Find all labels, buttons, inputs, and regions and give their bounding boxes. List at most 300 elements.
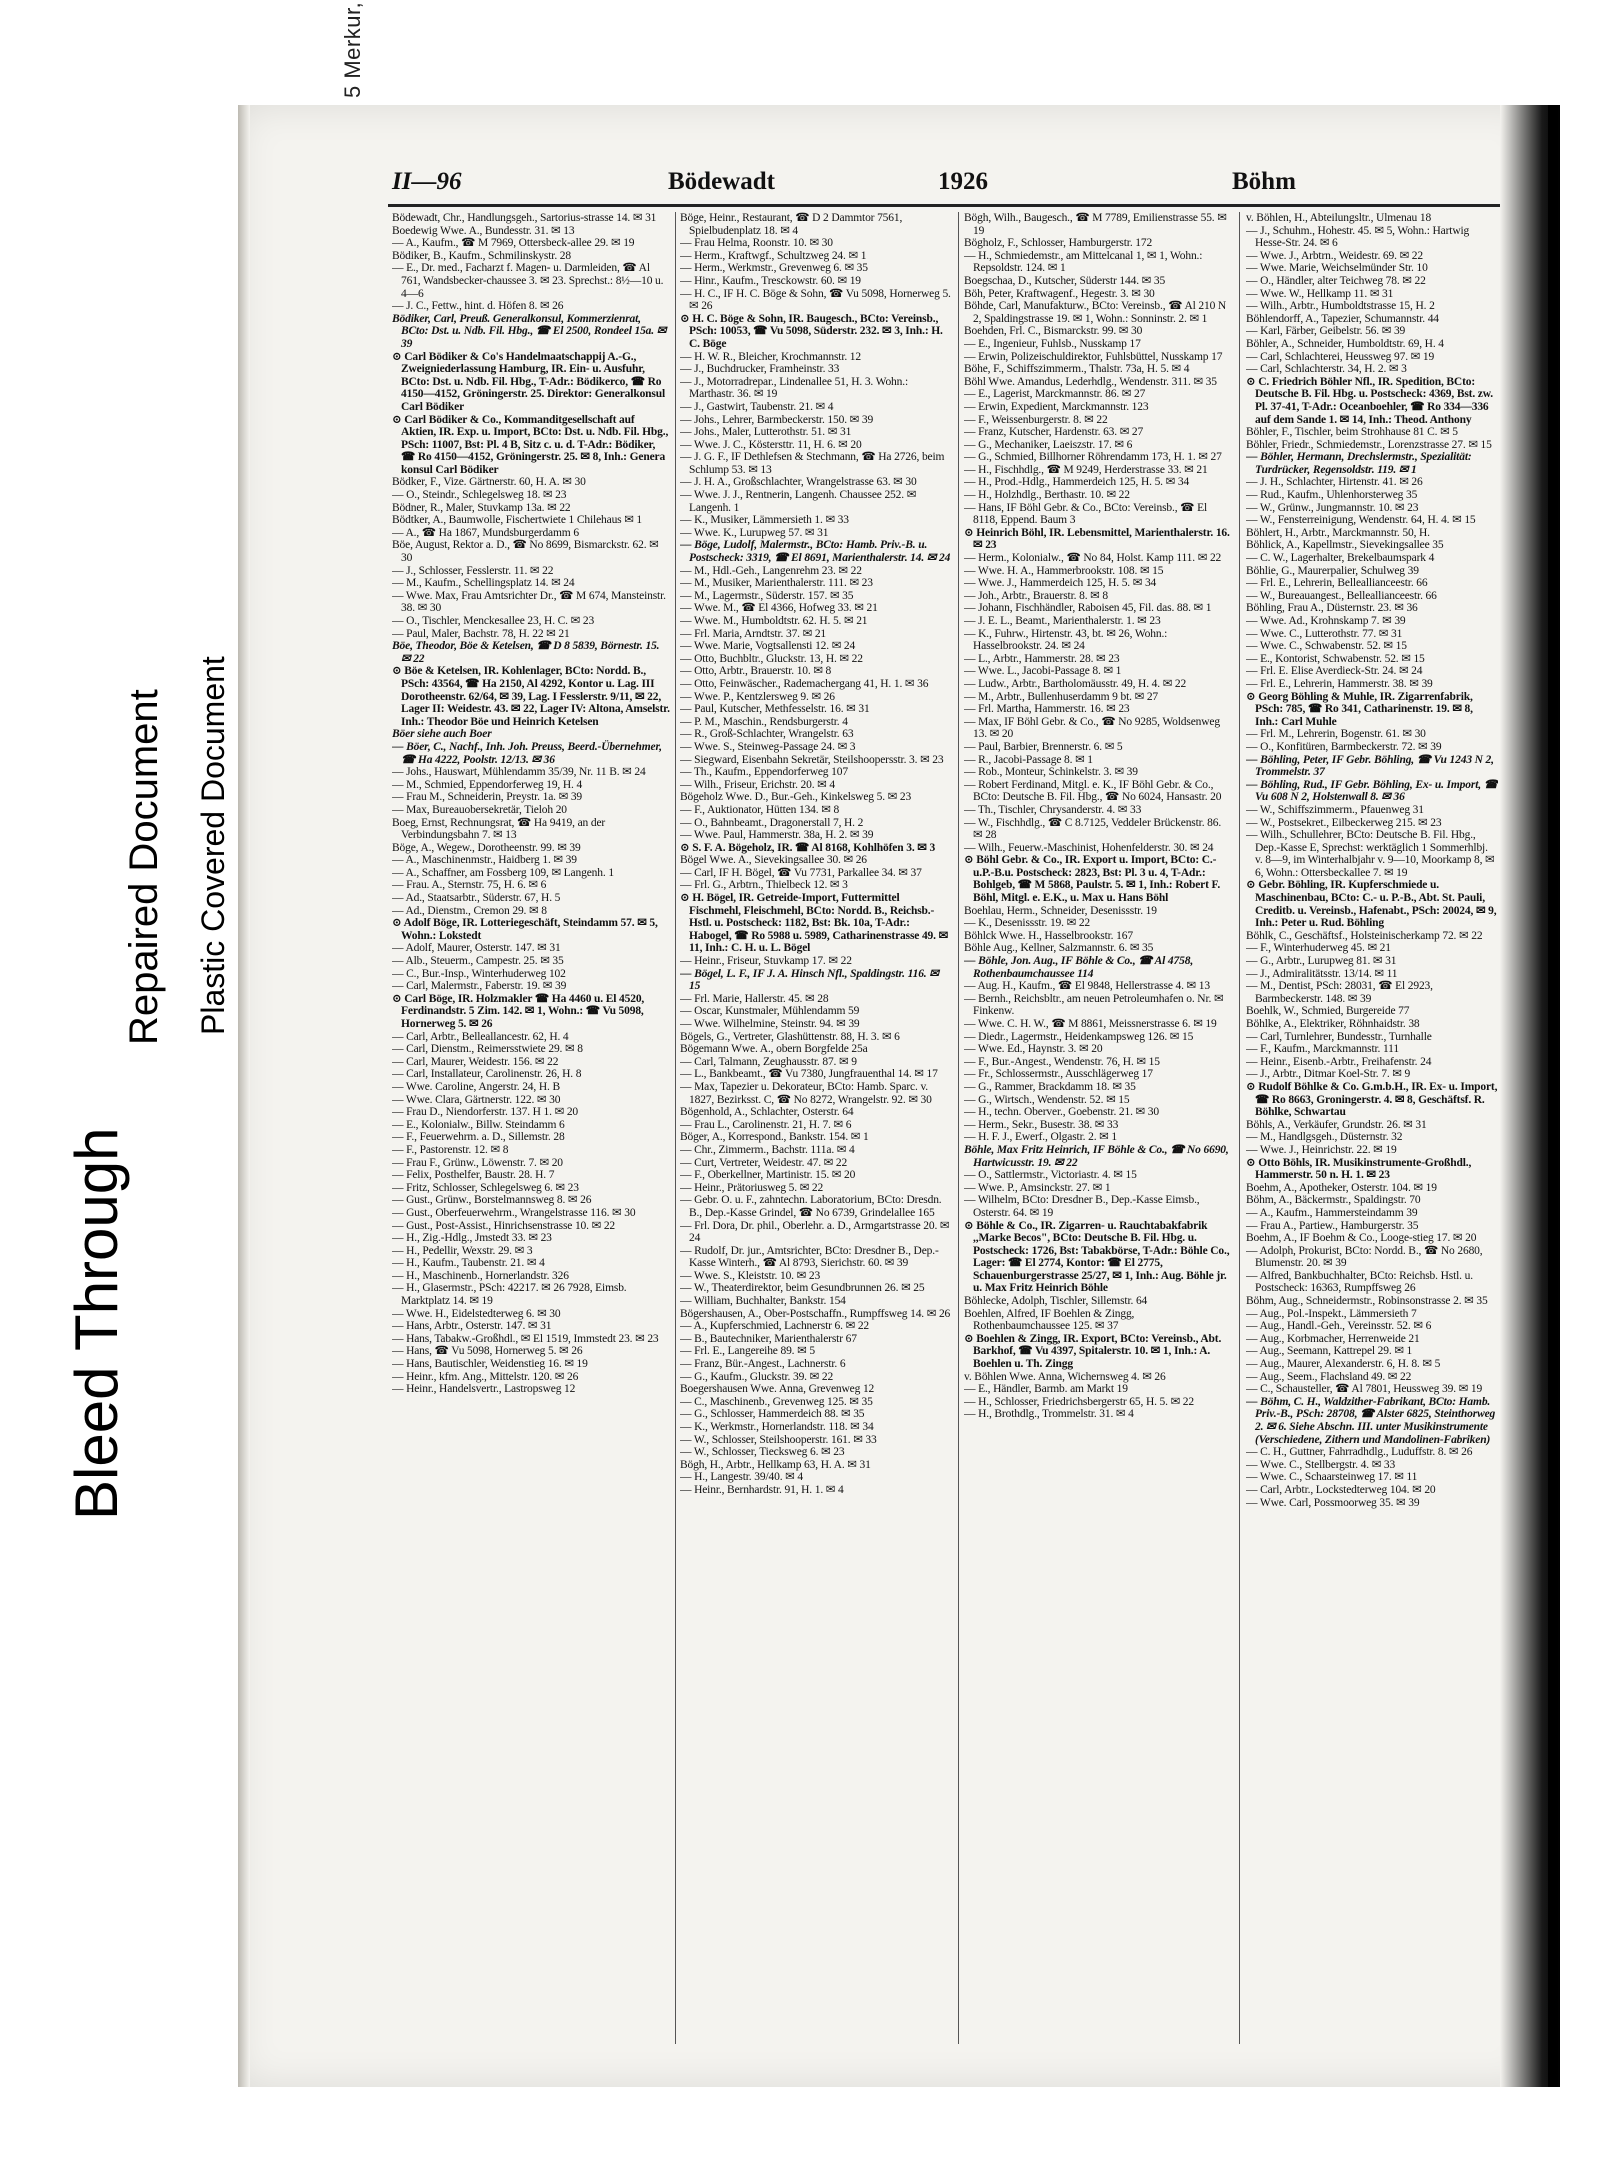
directory-entry: — M., Handlgsgeh., Düsternstr. 32 [1246,1131,1403,1144]
directory-entry: — Böer, C., Nachf., Inh. Joh. Preuss, Beerd.-Übernehmer, ☎ Ha 4222, Poolstr. 12/13. ✉ 36 [392,740,662,766]
directory-entry: Böhm, A., Bäckermstr., Spaldingstr. 70 [1246,1194,1421,1207]
directory-entry: Böhle, Max Fritz Heinrich, IF Böhle & Co., ☎ No 6690, Hartwicusstr. 19. ✉ 22 [964,1143,1229,1169]
directory-entry: — Frau Helma, Roonstr. 10. ✉ 30 [680,237,833,250]
directory-entry: — G., Arbtr., Lurupweg 81. ✉ 31 [1246,955,1397,968]
directory-entry: — H. C., IF H. C. Böge & Sohn, ☎ Vu 5098, Hornerweg 5. ✉ 26 [680,287,951,313]
directory-entry: — Carl, Maurer, Weidestr. 156. ✉ 22 [392,1055,559,1068]
directory-entry: — Aug., Maurer, Alexanderstr. 6, H. 8. ✉ 5 [1246,1358,1441,1371]
directory-entry: — Carl, Arbtr., Lockstedterweg 104. ✉ 20 [1246,1483,1436,1496]
directory-entry: — Wwe. S., Kleiststr. 10. ✉ 23 [680,1269,821,1282]
directory-entry: — Heinr., Prätoriusweg 5. ✉ 22 [680,1181,824,1194]
directory-entry: — L., Arbtr., Hammerstr. 28. ✉ 23 [964,652,1120,665]
directory-entry: — A., Maschinenmstr., Haidberg 1. ✉ 39 [392,854,577,867]
directory-entry: Böger, A., Korrespond., Bankstr. 154. ✉ 1 [680,1131,869,1144]
directory-entry: — Herm., Kraftwgf., Schultzweg 24. ✉ 1 [680,249,867,262]
directory-entry: — Wwe. M., Humboldtstr. 62. H. 5. ✉ 21 [680,615,868,627]
directory-entry: — F., Pastorenstr. 12. ✉ 8 [392,1143,509,1156]
directory-entry: — R., Groß-Schlachter, Wrangelstr. 63 [680,728,854,741]
directory-entry: — Frl. M., Lehrerin, Bogenstr. 61. ✉ 30 [1246,728,1426,741]
directory-entry: — Felix, Posthelfer, Baustr. 28. H. 7 [392,1169,555,1182]
directory-entry: Böhlendorff, A., Tapezier, Schumannstr. 44 [1246,312,1439,325]
directory-entry: — Wwe. Marie, Vogtsallensti 12. ✉ 24 [680,640,856,653]
directory-entry: — H. F. J., Ewerf., Olgastr. 2. ✉ 1 [964,1131,1117,1144]
directory-entry: Bödtker, A., Baumwolle, Fischertwiete 1 Chilehaus ✉ 1 [392,514,643,527]
directory-entry: — W., Fischhdlg., ☎ C 8.7125, Veddeler Brückenstr. 86. ✉ 28 [964,816,1222,842]
directory-entry: — Carl, IF H. Bögel, ☎ Vu 7731, Parkallee 34. ✉ 37 [680,866,922,879]
directory-entry: — Wwe. M., ☎ El 4366, Hofweg 33. ✉ 21 [680,602,878,615]
directory-entry: — Frl. E., Lehrerin, Belleallianceestr. 66 [1246,577,1428,590]
header-rule [388,204,1500,207]
directory-entry: Bödiker, Carl, Preuß. Generalkonsul, Kommerzienrat, BCto: Dst. u. Ndb. Fil. Hbg., ☎ El 2500, Rondeel 15a. ✉ 39 [392,312,667,350]
plastic-covered-label: Plastic Covered Document [195,656,231,1035]
directory-entry: — Frl. E., Lehrerin, Hammerstr. 38. ✉ 39 [1246,677,1433,690]
directory-entry: — Aug., Korbmacher, Herrenweide 21 [1246,1332,1420,1345]
directory-entry: — H., Zig.-Hdlg., Jmstedt 33. ✉ 23 [392,1232,552,1245]
directory-entry: Bögh, H., Arbtr., Hellkamp 63, H. A. ✉ 31 [680,1458,871,1471]
directory-entry: — G., Schmied, Billhorner Röhrendamm 173, H. 1. ✉ 27 [964,451,1222,464]
directory-entry: — Heinr., Friseur, Stuvkamp 17. ✉ 22 [680,955,852,968]
directory-entry: — Wwe. P., Kentzlersweg 9. ✉ 26 [680,690,835,703]
directory-entry: — M., Musiker, Marienthalerstr. 111. ✉ 23 [680,577,873,590]
directory-entry: ⊙ Carl Bödiker & Co., Kommanditgesellschaft auf Aktien, IR. Exp. u. Import, BCto: Dst. u. Ndb. Fil. Hbg., PSch: 11007, Bst: Pl. 4 B, Sitz c. u. d. T-Adr.: Bödiker, ☎ Ro 4150—4152, Gröningerstr. 25. ✉ 8, Inh.: Genera konsul Carl Bödiker [392,413,669,476]
directory-entry: — Wwe. Carl, Possmoorweg 35. ✉ 39 [1246,1496,1420,1509]
directory-entry: — B., Bautechniker, Marienthalerstr 67 [680,1332,857,1345]
directory-entry: Bödiker, B., Kaufm., Schmilinskystr. 28 [392,249,571,262]
directory-entry: — W., Grünw., Jungmannstr. 10. ✉ 23 [1246,501,1419,514]
directory-entry: — Alb., Steuerm., Campestr. 25. ✉ 35 [392,955,564,968]
page-number: II—96 [392,168,462,195]
directory-entry: Böhlck Wwe. H., Hasselbrookstr. 167 [964,929,1133,942]
directory-entry: — Max, IF Böhl Gebr. & Co., ☎ No 9285, Woldsenweg 13. ✉ 20 [964,715,1220,741]
directory-entry: — J., Gastwirt, Taubenstr. 21. ✉ 4 [680,400,834,413]
directory-entry: Boehden, Frl. C., Bismarckstr. 99. ✉ 30 [964,325,1143,338]
directory-entry: — F., Kaufm., Marckmannstr. 111 [1246,1043,1399,1056]
directory-entry: Böhde, Carl, Manufakturw., BCto: Vereinsb., ☎ Al 210 N 2, Spaldingstrasse 19. ✉ 1, Wohn.: Sonninstr. 2. ✉ 1 [964,300,1227,325]
directory-entry: Böhlk, C., Geschäftsf., Holsteinischerkamp 72. ✉ 22 [1246,929,1483,942]
directory-entry: — Curt, Vertreter, Weidestr. 47. ✉ 22 [680,1156,848,1169]
directory-entry: — F., Winterhuderweg 45. ✉ 21 [1246,942,1391,955]
directory-entry: — Johann, Fischhändler, Raboisen 45, Fil. das. 88. ✉ 1 [964,602,1212,615]
directory-entry: — Franz, Kutscher, Hardenstr. 63. ✉ 27 [964,426,1144,439]
directory-entry: ⊙ Adolf Böge, IR. Lotteriegeschäft, Steindamm 57. ✉ 5, Wohn.: Lokstedt [392,917,658,942]
directory-entry: ⊙ Georg Böhling & Muhle, IR. Zigarrenfabrik, PSch: 785, ☎ Ro 341, Catharinenstr. 19. ✉ 8, Inh.: Carl Muhle [1246,690,1473,728]
directory-entry: — G., Schlosser, Hammerdeich 88. ✉ 35 [680,1408,865,1421]
directory-entry: ⊙ Böhl Gebr. & Co., IR. Export u. Import, BCto: C.-u.P.-B.u. Postscheck: 2823, Bst: Pl. 3 u. 4, T-Adr.: Bohlgeb, ☎ M 5868, Paulstr. 5. ✉ 1, Inh.: Robert F. Böhl, Mitgl. e. E.K., u. Max u. Hans Böhl [964,854,1221,905]
directory-entry: — Max, Tapezier u. Dekorateur, BCto: Hamb. Sparc. v. 1827, Bezirksst. C, ☎ No 8272, Wrangelstr. 92. ✉ 30 [680,1080,932,1106]
directory-entry: — Carl, Schlachterstr. 34, H. 2. ✉ 3 [1246,363,1407,376]
directory-entry: — J., Arbtr., Ditmar Koel-Str. 7. ✉ 9 [1246,1068,1411,1081]
directory-entry: — H., Maschinenb., Hornerlandstr. 326 [392,1269,569,1282]
directory-entry: Böge, A., Wegew., Dorotheenstr. 99. ✉ 39 [392,841,581,854]
directory-entry: — Bernh., Reichsbltr., am neuen Petroleumhafen o. Nr. ✉ Finkenw. [964,992,1224,1018]
directory-entry: — H., Glasermstr., PSch: 42217. ✉ 26 7928, Eimsb. Marktplatz 14. ✉ 19 [392,1282,627,1308]
directory-entry: — Diedr., Lagermstr., Heidenkampsweg 126. ✉ 15 [964,1030,1194,1043]
directory-entry: — Rudolf, Dr. jur., Amtsrichter, BCto: Dresdner B., Dep.-Kasse Winterh., ☎ Al 8793, Sierichstr. 60. ✉ 39 [680,1244,939,1270]
directory-entry: — M., Arbtr., Bullenhuserdamm 9 bt. ✉ 27 [964,690,1159,703]
directory-entry: ⊙ Böhle & Co., IR. Zigarren- u. Rauchtabakfabrik ,,Marke Becos", BCto: Deutsche B. Fil. Hbg. u. Postscheck: 1726, Bst: Tabakbörse, T-Adr.: Böhle Co., Lager: ☎ El 2774, Kontor: ☎ El 2775, Schauenburgerstrasse 25/27, ✉ 1, Inh.: Aug. Böhle jr. u. Max Fritz Heinrich Böhle [964,1219,1230,1295]
directory-entry: Boehm, A., IF Boehm & Co., Looge-stieg 17. ✉ 20 [1246,1232,1477,1245]
directory-entry: Bögholz, F., Schlosser, Hamburgerstr. 172 [964,237,1153,250]
directory-entry: — Frl. G., Arbtrn., Thielbeck 12. ✉ 3 [680,879,848,892]
directory-entry: — R., Jacobi-Passage 8. ✉ 1 [964,753,1093,766]
page-edge-shadow [238,105,250,2087]
directory-entry: — E., Lagerist, Marckmannstr. 86. ✉ 27 [964,388,1146,401]
directory-entry: Böer siehe auch Boer [392,728,492,741]
directory-entry: — Carl, Malermstr., Faberstr. 19. ✉ 39 [392,980,567,993]
directory-entry: Bödker, F., Vize. Gärtnerstr. 60, H. A. ✉ 30 [392,476,586,489]
directory-entry: — Gust., Oberfeuerwehrm., Wrangelstrasse 116. ✉ 30 [392,1206,636,1219]
directory-entry: Bögershausen, A., Ober-Postschaffn., Rumpffsweg 14. ✉ 26 [680,1307,951,1320]
directory-entry: Böge, Heinr., Restaurant, ☎ D 2 Dammtor 7561, Spielbudenplatz 18. ✉ 4 [680,212,903,237]
directory-entry: — H., Pedellir, Wexstr. 29. ✉ 3 [392,1244,533,1257]
directory-entry: — Wwe. C. H. W., ☎ M 8861, Meissnerstrasse 6. ✉ 19 [964,1018,1217,1030]
directory-entry: — Carl, Installateur, Carolinenstr. 26, H. 8 [392,1068,582,1081]
directory-entry: — A., ☎ Ha 1867, Mundsburgerdamm 6 [392,526,579,539]
directory-entry: Böhls, A., Verkäufer, Grundstr. 26. ✉ 31 [1246,1118,1427,1131]
directory-entry: — Frau M., Schneiderin, Preystr. 1a. ✉ 39 [392,791,583,804]
directory-entry: — Wwe. Marie, Weichselmünder Str. 10 [1246,262,1428,275]
directory-entry: — J., Buchdrucker, Framheinstr. 33 [680,363,840,376]
column-divider [958,212,959,2044]
directory-entry: — Carl, Talmann, Zeughausstr. 87. ✉ 9 [680,1055,857,1068]
directory-entry: Böhler, F., Tischler, beim Strohhause 81 C. ✉ 5 [1246,426,1458,439]
directory-entry: — Wilh., Feuerw.-Maschinist, Hohenfelderstr. 30. ✉ 24 [964,841,1214,854]
header-last-entry: Böhm [1232,168,1296,195]
directory-entry: Böhle Aug., Kellner, Salzmannstr. 6. ✉ 35 [964,942,1154,955]
directory-entry: — F., Weissenburgerstr. 8. ✉ 22 [964,413,1108,426]
directory-entry: — Fritz, Schlosser, Schlegelsweg 6. ✉ 23 [392,1181,579,1194]
directory-entry: — Oscar, Kunstmaler, Mühlendamm 59 [680,1005,860,1018]
directory-entry: — Rud., Kaufm., Uhlenhorsterweg 35 [1246,489,1418,502]
directory-entry: — Johs., Maler, Lutterothstr. 51. ✉ 31 [680,426,852,439]
directory-entry: — C., Schausteller, ☎ Al 7801, Heussweg 39. ✉ 19 [1246,1383,1483,1396]
directory-entry: Böhler, Friedr., Schmiedemstr., Lorenzstrasse 27. ✉ 15 [1246,438,1492,451]
directory-entry: — K., Musiker, Lämmersieth 1. ✉ 33 [680,514,849,527]
directory-entry: — Wwe. C., Stellbergstr. 4. ✉ 33 [1246,1458,1396,1471]
directory-entry: Böhlick, A., Kapellmstr., Sievekingsallee 35 [1246,539,1444,552]
directory-entry: — Robert Ferdinand, Mitgl. e. K., IF Böhl Gebr. & Co., BCto: Deutsche B. Fil. Hbg., ☎ No 6024, Hansastr. 20 [964,778,1222,804]
directory-entry: — Herm., Kolonialw., ☎ No 84, Holst. Kamp 111. ✉ 22 [964,552,1222,565]
directory-entry: — Wwe. H. A., Hammerbrookstr. 108. ✉ 15 [964,564,1164,577]
directory-entry: — Frau F., Grünw., Löwenstr. 7. ✉ 20 [392,1156,563,1169]
directory-entry: — Ad., Staatsarbtr., Süderstr. 67, H. 5 [392,892,561,905]
directory-entry: ⊙ Otto Böhls, IR. Musikinstrumente-Großhdl., Hammerstr. 50 n. H. 1. ✉ 23 [1246,1156,1472,1182]
directory-entry: — Böhle, Jon. Aug., IF Böhle & Co., ☎ Al 4758, Rothenbaumchaussee 114 [964,955,1194,980]
directory-entry: Boeg, Ernst, Rechnungsrat, ☎ Ha 9419, an der Verbindungsbahn 7. ✉ 13 [392,816,606,842]
directory-entry: Böhlke, A., Elektriker, Röhnhaidstr. 38 [1246,1018,1420,1030]
directory-entry: — C. W., Lagerhalter, Brekelbaumspark 4 [1246,552,1435,565]
directory-entry: Boehlau, Herm., Schneider, Desenissstr. 19 [964,904,1157,917]
directory-entry: — Hans, Arbtr., Osterstr. 147. ✉ 31 [392,1320,552,1333]
directory-column-1 [392,212,670,2047]
column-divider [1239,212,1240,2044]
directory-entry: — H. W. R., Bleicher, Krochmannstr. 12 [680,350,862,363]
directory-entry: Böe, August, Rektor a. D., ☎ No 8699, Bismarckstr. 62. ✉ 30 [392,539,659,565]
directory-entry: v. Böhlen, H., Abteilungsltr., Ulmenau 18 [1246,212,1432,224]
directory-entry: — K., Desenissstr. 19. ✉ 22 [964,917,1091,930]
directory-entry: — Aug., Pol.-Inspekt., Lämmersieth 7 [1246,1307,1417,1320]
directory-entry: — Aug., Handl.-Geh., Vereinsstr. 52. ✉ 6 [1246,1320,1432,1333]
directory-entry: — Wilh., Schullehrer, BCto: Deutsche B. Fil. Hbg., Dep.-Kasse E, Sprechst: werktäglich 1 Sommerhlbj. v. 8—9, im Winterhalbjahr v. 9—10, Moorkamp 8, ✉ 6, Wohn.: Ottersbeckallee 7. ✉ 19 [1246,829,1495,879]
directory-entry: — Ad., Dienstm., Cremon 29. ✉ 8 [392,904,547,917]
directory-entry: ⊙ H. C. Böge & Sohn, IR. Baugesch., BCto: Vereinsb., PSch: 10053, ☎ Vu 5098, Süderstr. 232. ✉ 3, Inh.: H. C. Böge [680,312,943,350]
directory-entry: — Wwe. Wilhelmine, Steinstr. 94. ✉ 39 [680,1018,860,1030]
directory-entry: — Wilh., Friseur, Erichstr. 20. ✉ 4 [680,778,835,791]
directory-entry: — Karl, Färber, Geibelstr. 56. ✉ 39 [1246,325,1406,338]
directory-entry: Boehlen, Alfred, IF Boehlen & Zingg, Rothenbaumchaussee 125. ✉ 37 [964,1307,1135,1333]
directory-entry: — A., Kupferschmied, Lachnerstr 6. ✉ 22 [680,1320,870,1333]
directory-entry: Böhler, A., Schneider, Humboldtstr. 69, H. 4 [1246,337,1444,350]
directory-entry: Bögeholz Wwe. D., Bur.-Geh., Kinkelsweg 5. ✉ 23 [680,791,912,804]
directory-entry: — Herm., Werkmstr., Grevenweg 6. ✉ 35 [680,262,868,275]
directory-entry: ⊙ Böe & Ketelsen, IR. Kohlenlager, BCto: Nordd. B., PSch: 43564, ☎ Ha 2150, Al 4292, Kontor u. Lag. III Dorotheenstr. 62/64, ✉ 39, Lag. I Fesslerstr. 9/11, ✉ 22, Lager II: Weidestr. 43. ✉ 22, Lager IV: Altona, Amselstr. Inh.: Theodor Böe und Heinrich Ketelsen [392,665,670,728]
repaired-document-label: Repaired Document [122,689,166,1045]
directory-entry: Böhling, Frau A., Düsternstr. 23. ✉ 36 [1246,602,1418,615]
directory-entry: Böhm, Aug., Schneidermstr., Robinsonstrasse 2. ✉ 35 [1246,1295,1488,1308]
directory-entry: — G., Kaufm., Gluckstr. 39. ✉ 22 [680,1370,834,1383]
directory-entry: — C. H., Guttner, Fahrradhdlg., Luduffstr. 8. ✉ 26 [1246,1446,1473,1459]
directory-entry: ⊙ C. Friedrich Böhler Nfl., IR. Spedition, BCto: Deutsche B. Fil. Hbg. u. Postscheck: 4369, Bst. zw. Pl. 37-41, T-Adr.: Oceanboehler, ☎ Ro 334—336 auf dem Sande 1. ✉ 14, Inh.: Theod. Anthony [1246,375,1493,426]
directory-entry: — P. M., Maschin., Rendsburgerstr. 4 [680,715,848,728]
directory-entry: — Heinr., Eisenb.-Arbtr., Freihafenstr. 24 [1246,1055,1432,1068]
directory-entry: Böhlecke, Adolph, Tischler, Sillemstr. 64 [964,1295,1148,1308]
directory-entry: — Adolph, Prokurist, BCto: Nordd. B., ☎ No 2680, Blumenstr. 20. ✉ 39 [1246,1244,1483,1270]
directory-entry: — J., Motorradrepar., Lindenallee 51, H. 3. Wohn.: Marthastr. 36. ✉ 19 [680,375,909,401]
directory-entry: — G., Wirtsch., Wendenstr. 52. ✉ 15 [964,1093,1130,1106]
directory-entry: — H., techn. Oberver., Goebenstr. 21. ✉ 30 [964,1106,1159,1119]
directory-entry: — Chr., Zimmerm., Bachstr. 111a. ✉ 4 [680,1143,855,1156]
directory-column-3 [964,212,1232,2047]
directory-entry: — W., Postsekret., Eilbeckerweg 215. ✉ 23 [1246,816,1442,829]
directory-entry: — Joh., Arbtr., Brauerstr. 8. ✉ 8 [964,589,1108,602]
directory-entry: — Max, Bureauobersekretär, Tieloh 20 [392,803,567,816]
directory-entry: — Paul, Maler, Bachstr. 78, H. 22 ✉ 21 [392,627,570,640]
directory-entry: — O., Händler, alter Teichweg 78. ✉ 22 [1246,274,1426,287]
directory-entry: — G., Rammer, Brackdamm 18. ✉ 35 [964,1080,1136,1093]
directory-entry: — E., Händler, Barmb. am Markt 19 [964,1383,1128,1396]
directory-entry: — Otto, Feinwäscher., Rademachergang 41, H. 1. ✉ 36 [680,677,929,690]
directory-entry: — Th., Kaufm., Eppendorferweg 107 [680,766,848,779]
directory-entry: — Hans, Tabakw.-Großhdl., ✉ El 1519, Immstedt 23. ✉ 23 [392,1332,659,1345]
directory-entry: — K., Werkmstr., Hornerlandstr. 118. ✉ 34 [680,1421,874,1433]
directory-entry: — Frau A., Partiew., Hamburgerstr. 35 [1246,1219,1419,1232]
directory-entry: — Heinr., Handelsvertr., Lastropsweg 12 [392,1383,576,1396]
directory-entry: — F., Feuerwehrm. a. D., Sillemstr. 28 [392,1131,565,1144]
directory-entry: — Johs., Hauswart, Mühlendamm 35/39, Nr. 11 B. ✉ 24 [392,766,646,779]
directory-entry: — F., Auktionator, Hütten 134. ✉ 8 [680,803,840,816]
directory-entry: — Wwe. J., Heinrichstr. 22. ✉ 19 [1246,1143,1397,1156]
directory-entry: — Herm., Sekr., Busestr. 38. ✉ 33 [964,1118,1119,1131]
directory-entry: — Fr., Schlossermstr., Ausschlägerweg 17 [964,1068,1153,1081]
directory-entry: — Wwe. Paul, Hammerstr. 38a, H. 2. ✉ 39 [680,829,874,842]
directory-entry: Bögels, G., Vertreter, Glashüttenstr. 88, H. 3. ✉ 6 [680,1030,900,1043]
directory-entry: — O., Steindr., Schlegelsweg 18. ✉ 23 [392,489,567,502]
directory-entry: Bödewadt, Chr., Handlungsgeh., Sartorius-strasse 14. ✉ 31 [392,212,657,224]
directory-entry: — Heinr., kfm. Ang., Mittelstr. 120. ✉ 26 [392,1370,579,1383]
directory-entry: — Wwe. C., Lutterothstr. 77. ✉ 31 [1246,627,1403,640]
directory-entry: — W., Schlosser, Tiecksweg 6. ✉ 23 [680,1446,845,1459]
directory-entry: — M., Kaufm., Schellingsplatz 14. ✉ 24 [392,577,575,590]
header-year: 1926 [938,168,988,195]
directory-entry: — Frl. Maria, Arndtstr. 37. ✉ 21 [680,627,827,640]
directory-entry: — W., Schiffszimmerm., Pfauenweg 31 [1246,803,1424,816]
directory-entry: Bögenhold, A., Schlachter, Osterstr. 64 [680,1106,854,1119]
directory-entry: — Heinr., Bernhardstr. 91, H. 1. ✉ 4 [680,1483,844,1496]
directory-entry: — Wwe. J. C., Köstersttr. 11, H. 6. ✉ 20 [680,438,862,451]
directory-entry: Böhl Wwe. Amandus, Lederhdlg., Wendenstr. 311. ✉ 35 [964,375,1217,388]
directory-entry: — William, Buchhalter, Bankstr. 154 [680,1295,846,1308]
directory-entry: Bögel Wwe. A., Sievekingsallee 30. ✉ 26 [680,854,867,867]
directory-entry: — Wwe. Ad., Krohnskamp 7. ✉ 39 [1246,615,1406,627]
directory-entry: — O., Konfitüren, Barmbeckerstr. 72. ✉ 39 [1246,740,1442,753]
directory-entry: — Wilhelm, BCto: Dresdner B., Dep.-Kasse Eimsb., Osterstr. 64. ✉ 19 [964,1194,1200,1219]
directory-entry: — J. H., Schlachter, Hirtenstr. 41. ✉ 26 [1246,476,1423,489]
directory-entry: Böhlert, H., Arbtr., Marckmannstr. 50, H. [1246,526,1430,539]
directory-entry: — Wwe. C., Schaarsteinweg 17. ✉ 11 [1246,1471,1418,1484]
directory-entry: — Wwe. S., Steinweg-Passage 24. ✉ 3 [680,740,856,753]
directory-entry: — M., Schmied, Eppendorferweg 19, H. 4 [392,778,583,791]
directory-entry: v. Böhlen Wwe. Anna, Wichernsweg 4. ✉ 26 [964,1370,1166,1383]
directory-entry: — Böge, Ludolf, Malermstr., BCto: Hamb. Priv.-B. u. Postscheck: 3319, ☎ El 8691, Marienthalerstr. 14. ✉ 24 [680,539,951,565]
header-first-entry: Bödewadt [668,168,775,195]
directory-entry: — H., Brothdlg., Trommelstr. 31. ✉ 4 [964,1408,1134,1421]
directory-entry: — G., Mechaniker, Laeiszstr. 17. ✉ 6 [964,438,1133,451]
directory-entry: — Bögel, L. F., IF J. A. Hinsch Nfl., Spaldingstr. 116. ✉ 15 [680,967,939,993]
directory-entry: — C., Maschinenb., Grevenweg 125. ✉ 35 [680,1395,873,1408]
directory-entry: — K., Fuhrw., Hirtenstr. 43, bt. ✉ 26, Wohn.: Hasselbrookstr. 24. ✉ 24 [964,627,1168,653]
directory-entry: — Aug., Seemann, Kattrepel 29. ✉ 1 [1246,1345,1413,1358]
binding-edge [1548,105,1558,2087]
directory-entry: — A., Kaufm., ☎ M 7969, Ottersbeck-allee 29. ✉ 19 [392,237,635,250]
directory-entry: — O., Tischler, Menckesallee 23, H. C. ✉ 23 [392,615,595,627]
directory-entry: ⊙ Rudolf Böhlke & Co. G.m.b.H., IR. Ex- u. Import, ☎ Ro 8663, Groningerstr. 4. ✉ 8, Geschäftsf. R. Böhlke, Schwartau [1246,1080,1498,1119]
directory-entry: — Carl, Schlachterei, Heussweg 97. ✉ 19 [1246,350,1435,363]
directory-entry: — Wwe. J., Arbtrn., Weidestr. 69. ✉ 22 [1246,249,1423,262]
directory-entry: — Wilh., Arbtr., Humboldtstrasse 15, H. 2 [1246,300,1435,313]
directory-entry: — Wwe. Ed., Haynstr. 3. ✉ 20 [964,1043,1103,1056]
directory-entry: ⊙ Carl Böge, IR. Holzmakler ☎ Ha 4460 u. El 4520, Ferdinandstr. 5 Zim. 142. ✉ 1, Wohn.: ☎ Vu 5098, Hornerweg 5. ✉ 26 [392,992,645,1030]
directory-entry: — Wwe. H., Eidelstedterweg 6. ✉ 30 [392,1307,561,1320]
directory-entry: — F., Oberkellner, Martinistr. 15. ✉ 20 [680,1169,856,1182]
directory-entry: — E., Kontorist, Schwabenstr. 52. ✉ 15 [1246,652,1425,665]
directory-entry: — J. H. A., Großschlachter, Wrangelstrasse 63. ✉ 30 [680,476,917,489]
directory-entry: Böh, Peter, Kraftwagenf., Hegestr. 3. ✉ 30 [964,287,1155,300]
directory-entry: — M., Dentist, PSch: 28031, ☎ El 2923, Barmbeckerstr. 148. ✉ 39 [1246,980,1433,1005]
directory-entry: — Frl. Dora, Dr. phil., Oberlehr. a. D., Armgartstrasse 20. ✉ 24 [680,1219,950,1245]
directory-entry: — Frau L., Carolinenstr. 21, H. 7. ✉ 6 [680,1118,852,1131]
directory-entry: ⊙ S. F. A. Bögeholz, IR. ☎ Al 8168, Kohlhöfen 3. ✉ 3 [680,841,936,854]
directory-entry: — Paul, Barbier, Brennerstr. 6. ✉ 5 [964,740,1123,753]
directory-entry: — Wwe. C., Schwabenstr. 52. ✉ 15 [1246,640,1407,653]
directory-entry: ⊙ Carl Bödiker & Co's Handelmaatschappij A.-G., Zweigniederlassung Hamburg, IR. Ein- u. Ausfuhr, BCto: Dst. u. Ndb. Fil. Hbg., T-Adr.: Bödikerco, ☎ Ro 4150—4152, Gröningerstr. 25. Direktor: Generalkonsul Carl Bödiker [392,350,666,413]
directory-entry: Böhe, F., Schiffszimmerm., Thalstr. 73a, H. 5. ✉ 4 [964,363,1190,376]
directory-entry: — Wwe. P., Amsinckstr. 27. ✉ 1 [964,1181,1111,1194]
directory-entry: — Wwe. W., Hellkamp 11. ✉ 31 [1246,287,1394,300]
directory-entry: — H., Schlosser, Friedrichsbergerstr 65, H. 5. ✉ 22 [964,1395,1195,1408]
directory-entry: — Carl, Dienstm., Reimersstwiete 29. ✉ 8 [392,1043,583,1056]
directory-entry: — Frl. E. Elise Averdieck-Str. 24. ✉ 24 [1246,665,1423,678]
directory-entry: — J., Schuhm., Hohestr. 45. ✉ 5, Wohn.: Hartwig Hesse-Str. 24. ✉ 6 [1246,224,1470,250]
directory-entry: — Wwe. K., Lurupweg 57. ✉ 31 [680,526,829,539]
directory-entry: — Hans, IF Böhl Gebr. & Co., BCto: Vereinsb., ☎ El 8118, Eppend. Baum 3 [964,501,1208,527]
directory-entry: — Otto, Arbtr., Brauerstr. 10. ✉ 8 [680,665,832,678]
directory-entry: — Carl, Turnlehrer, Bundesstr., Turnhalle [1246,1030,1432,1043]
directory-entry: — W., Theaterdirektor, beim Gesundbrunnen 26. ✉ 25 [680,1282,925,1295]
directory-entry: — E., Dr. med., Facharzt f. Magen- u. Darmleiden, ☎ Al 761, Wandsbecker-chaussee 3. ✉ 23. Sprechst.: 8½—10 u. 4—6 [392,262,664,300]
directory-entry: — Carl, Arbtr., Belleallancestr. 62, H. 4 [392,1030,569,1043]
directory-entry: — Wwe. Caroline, Angerstr. 24, H. B [392,1080,560,1093]
directory-entry: — Adolf, Maurer, Osterstr. 147. ✉ 31 [392,942,561,955]
directory-entry: — A., Kaufm., Hammersteindamm 39 [1246,1206,1418,1219]
directory-entry: — Franz, Bür.-Angest., Lachnerstr. 6 [680,1358,846,1371]
directory-entry: — Wwe. Max, Frau Amtsrichter Dr., ☎ M 674, Mansteinstr. 38. ✉ 30 [392,589,666,615]
directory-entry: Boehlk, W., Schmied, Burgereide 77 [1246,1005,1410,1018]
directory-entry: Bögh, Wilh., Baugesch., ☎ M 7789, Emilienstrasse 55. ✉ 19 [964,212,1227,237]
directory-entry: — Frl. Marie, Hallerstr. 45. ✉ 28 [680,992,829,1005]
directory-entry: — Erwin, Polizeischuldirektor, Fuhlsbüttel, Nusskamp 17 [964,350,1223,363]
directory-entry: Boegschaa, D., Kutscher, Süderstr 144. ✉ 35 [964,274,1166,287]
directory-column-2 [680,212,952,2047]
directory-column-4 [1246,212,1498,2047]
directory-entry: — W., Schlosser, Steilshooperstr. 161. ✉ 33 [680,1433,877,1446]
directory-entry: — L., Bankbeamt., ☎ Vu 7380, Jungfrauenthal 14. ✉ 17 [680,1068,938,1081]
directory-entry: — Rob., Monteur, Schinkelstr. 3. ✉ 39 [964,766,1138,779]
directory-entry: — Aug. H., Kaufm., ☎ El 9848, Hellerstrasse 4. ✉ 13 [964,980,1210,993]
directory-entry: — Frau D., Niendorferstr. 137. H 1. ✉ 20 [392,1106,579,1119]
directory-entry: — M., Hdl.-Geh., Langenrehm 23. ✉ 22 [680,564,862,577]
directory-entry: — Gebr. O. u. F., zahntechn. Laboratorium, BCto: Dresdn. B., Dep.-Kasse Grindel, ☎ No 6739, Grindelallee 165 [680,1194,942,1219]
directory-entry: — J. E. L., Beamt., Marienthalerstr. 1. ✉ 23 [964,615,1161,627]
directory-entry: — Frau. A., Sternstr. 75, H. 6. ✉ 6 [392,879,547,892]
bleed-through-label: Bleed Through [63,1127,130,1520]
directory-entry: — J. G. F., IF Dethlefsen & Stechmann, ☎ Ha 2726, beim Schlump 53. ✉ 13 [680,451,945,476]
directory-entry: — M., Lagermstr., Süderstr. 157. ✉ 35 [680,589,854,602]
directory-entry: — Alfred, Bankbuchhalter, BCto: Reichsb. Hstl. u. Postscheck: 16363, Rumpffsweg 26 [1246,1269,1473,1295]
directory-entry: — H., Fischhdlg., ☎ M 9249, Herderstrasse 33. ✉ 21 [964,463,1208,476]
directory-entry: — Frl. E., Langereihe 89. ✉ 5 [680,1345,815,1358]
directory-entry: — Wwe. Clara, Gärtnerstr. 122. ✉ 30 [392,1093,561,1106]
directory-entry: — J., Admiralitätsstr. 13/14. ✉ 11 [1246,967,1398,980]
directory-entry: — E., Kolonialw., Billw. Steindamm 6 [392,1118,565,1131]
directory-entry: — H., Prod.-Hdlg., Hammerdeich 125, H. 5. ✉ 34 [964,476,1190,489]
directory-entry: — H., Holzhdlg., Berthastr. 10. ✉ 22 [964,489,1130,502]
directory-entry: — Siegward, Eisenbahn Sekretär, Steilshoopersstr. 3. ✉ 23 [680,753,944,766]
directory-entry: Böhlie, G., Maurerpalier, Schulweg 39 [1246,564,1419,577]
directory-entry: — J. C., Fettw., hint. d. Höfen 8. ✉ 26 [392,300,564,313]
directory-entry: — J., Schlosser, Fesslerstr. 11. ✉ 22 [392,564,554,577]
directory-entry: — O., Sattlermstr., Victoriastr. 4. ✉ 15 [964,1169,1137,1182]
directory-entry: — Gust., Post-Assist., Hinrichsenstrasse 10. ✉ 22 [392,1219,616,1232]
directory-entry: — Hans, ☎ Vu 5098, Hornerweg 5. ✉ 26 [392,1345,583,1358]
directory-entry: — Böhm, C. H., Waldzither-Fabrikant, BCto: Hamb. Priv.-B., PSch: 28708, ☎ Alster 6825, Steinthorweg 2. ✉ 6. Siehe Abschn. III. unter Musikinstrumente (Verschiedene, Zithern und Mandolinen-Fabriken) [1246,1395,1496,1446]
directory-entry: — H., Langestr. 39/40. ✉ 4 [680,1471,803,1484]
directory-entry: ⊙ H. Bögel, IR. Getreide-Import, Futtermittel Fischmehl, Fleischmehl, BCto: Nordd. B., Reichsb.-Hstl. u. Postscheck: 1182, Bst: Bk. 10a, T-Adr.: Habogel, ☎ Ro 5988 u. 5989, Catharinenstrasse 49. ✉ 11, Inh.: C. H. u. L. Bögel [680,892,949,955]
directory-entry: — Ludw., Arbtr., Bartholomäusstr. 49, H. 4. ✉ 22 [964,677,1187,690]
directory-entry: Boehm, A., Apotheker, Osterstr. 104. ✉ 19 [1246,1181,1437,1194]
directory-entry: — Hans, Bautischler, Weidenstieg 16. ✉ 19 [392,1358,588,1371]
directory-entry: — Paul, Kutscher, Methfesselstr. 16. ✉ 31 [680,703,870,716]
directory-entry: Böe, Theodor, Böe & Ketelsen, ☎ D 8 5839, Börnestr. 15. ✉ 22 [392,640,660,665]
column-divider [675,212,676,2044]
directory-entry: — Böhler, Hermann, Drechslermstr., Spezialität: Turdrücker, Regensoldstr. 119. ✉ 1 [1246,451,1472,476]
directory-entry: — Gust., Grünw., Borstelmannsweg 8. ✉ 26 [392,1194,592,1207]
directory-entry: — A., Schaffner, am Fossberg 109, ✉ Langenh. 1 [392,866,614,879]
directory-entry: Bögemann Wwe. A., obern Borgfelde 25a [680,1043,868,1056]
directory-entry: — Aug., Seem., Flachsland 49. ✉ 22 [1246,1370,1412,1383]
directory-entry: Bödner, R., Maler, Stuvkamp 13a. ✉ 22 [392,501,571,514]
directory-entry: — Böhling, Rud., IF Gebr. Böhling, Ex- u. Import, ☎ Vu 608 N 2, Holstenwall 8. ✉ 36 [1246,778,1498,804]
directory-entry: — Johs., Lehrer, Barmbeckerstr. 150. ✉ 39 [680,413,874,426]
